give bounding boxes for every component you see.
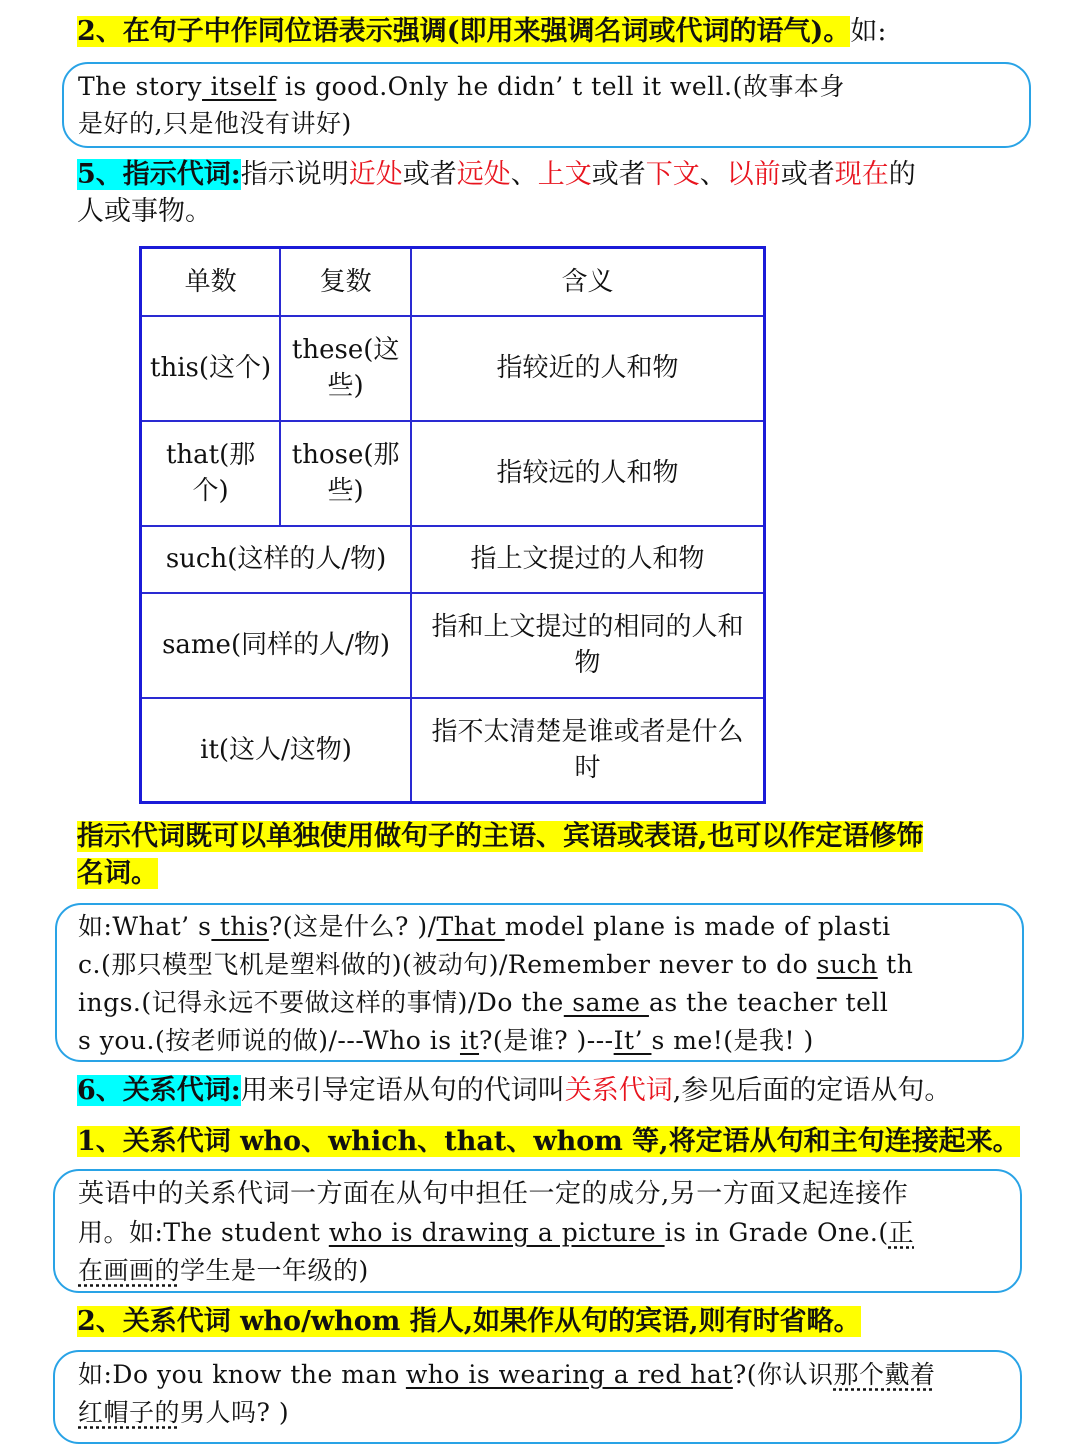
cell-word: such(这样的人/物) <box>141 526 412 593</box>
cell-plural: those(那些) <box>280 421 411 526</box>
table-row <box>141 593 765 698</box>
cell-singular: that(那个) <box>141 421 281 526</box>
table-row <box>141 316 765 421</box>
example-line: 如:Do you know the man who is wearing a red hat?(你认识那个戴着 <box>78 1360 936 1389</box>
table-row <box>141 421 765 526</box>
cell-meaning: 指和上文提过的相同的人和物 <box>411 593 764 698</box>
header-plural: 复数 <box>280 248 411 316</box>
example-line: s you.(按老师说的做)/---Who is it?(是谁? )---It’ s me!(是我! ) <box>78 1026 814 1055</box>
cell-meaning: 指较近的人和物 <box>411 316 764 421</box>
example-line: 英语中的关系代词一方面在从句中担任一定的成分,另一方面又起连接作 <box>78 1179 909 1209</box>
example-line: 在画画的学生是一年级的) <box>78 1256 369 1285</box>
example-line: ings.(记得永远不要做这样的事情)/Do the same as the teacher tell <box>78 988 889 1017</box>
example-line: 红帽子的男人吗? ) <box>78 1398 290 1427</box>
cell-meaning: 指较远的人和物 <box>411 421 764 526</box>
table-header-row <box>141 248 765 316</box>
appositive-heading: 2、在句子中作同位语表示强调(即用来强调名词或代词的语气)。如: <box>77 16 887 47</box>
cell-meaning: 指上文提过的人和物 <box>411 526 764 593</box>
cell-meaning: 指不太清楚是谁或者是什么时 <box>411 698 764 803</box>
relative-pronoun-definition: 6、关系代词:用来引导定语从句的代词叫关系代词,参见后面的定语从句。 <box>77 1075 952 1106</box>
example-line: 用。如:The student who is drawing a picture is in Grade One.(正 <box>78 1218 915 1247</box>
cell-word: it(这人/这物) <box>141 698 412 803</box>
example-appositive-line1: The story itself is good.Only he didn’ t tell it well.(故事本身 <box>78 72 845 101</box>
demonstrative-table <box>139 246 766 804</box>
relative-pronoun-heading-1: 1、关系代词 who、which、that、whom 等,将定语从句和主句连接起来。 <box>77 1126 1020 1157</box>
table-row <box>141 526 765 593</box>
example-appositive-line2: 是好的,只是他没有讲好) <box>78 109 352 138</box>
cell-word: same(同样的人/物) <box>141 593 412 698</box>
demonstrative-definition: 5、指示代词:指示说明近处或者远处、上文或者下文、以前或者现在的 人或事物。 <box>77 159 916 227</box>
example-line: 如:What’ s this?(这是什么? )/That model plane is made of plasti <box>78 912 891 941</box>
header-singular: 单数 <box>141 248 281 316</box>
example-line: c.(那只模型飞机是塑料做的)(被动句)/Remember never to do such th <box>78 950 914 979</box>
table-row <box>141 698 765 803</box>
cell-singular: this(这个) <box>141 316 281 421</box>
header-meaning: 含义 <box>411 248 764 316</box>
cell-plural: these(这些) <box>280 316 411 421</box>
relative-pronoun-heading-2: 2、关系代词 who/whom 指人,如果作从句的宾语,则有时省略。 <box>77 1306 861 1337</box>
demonstrative-usage-note: 指示代词既可以单独使用做句子的主语、宾语或表语,也可以作定语修饰 名词。 <box>77 821 924 889</box>
